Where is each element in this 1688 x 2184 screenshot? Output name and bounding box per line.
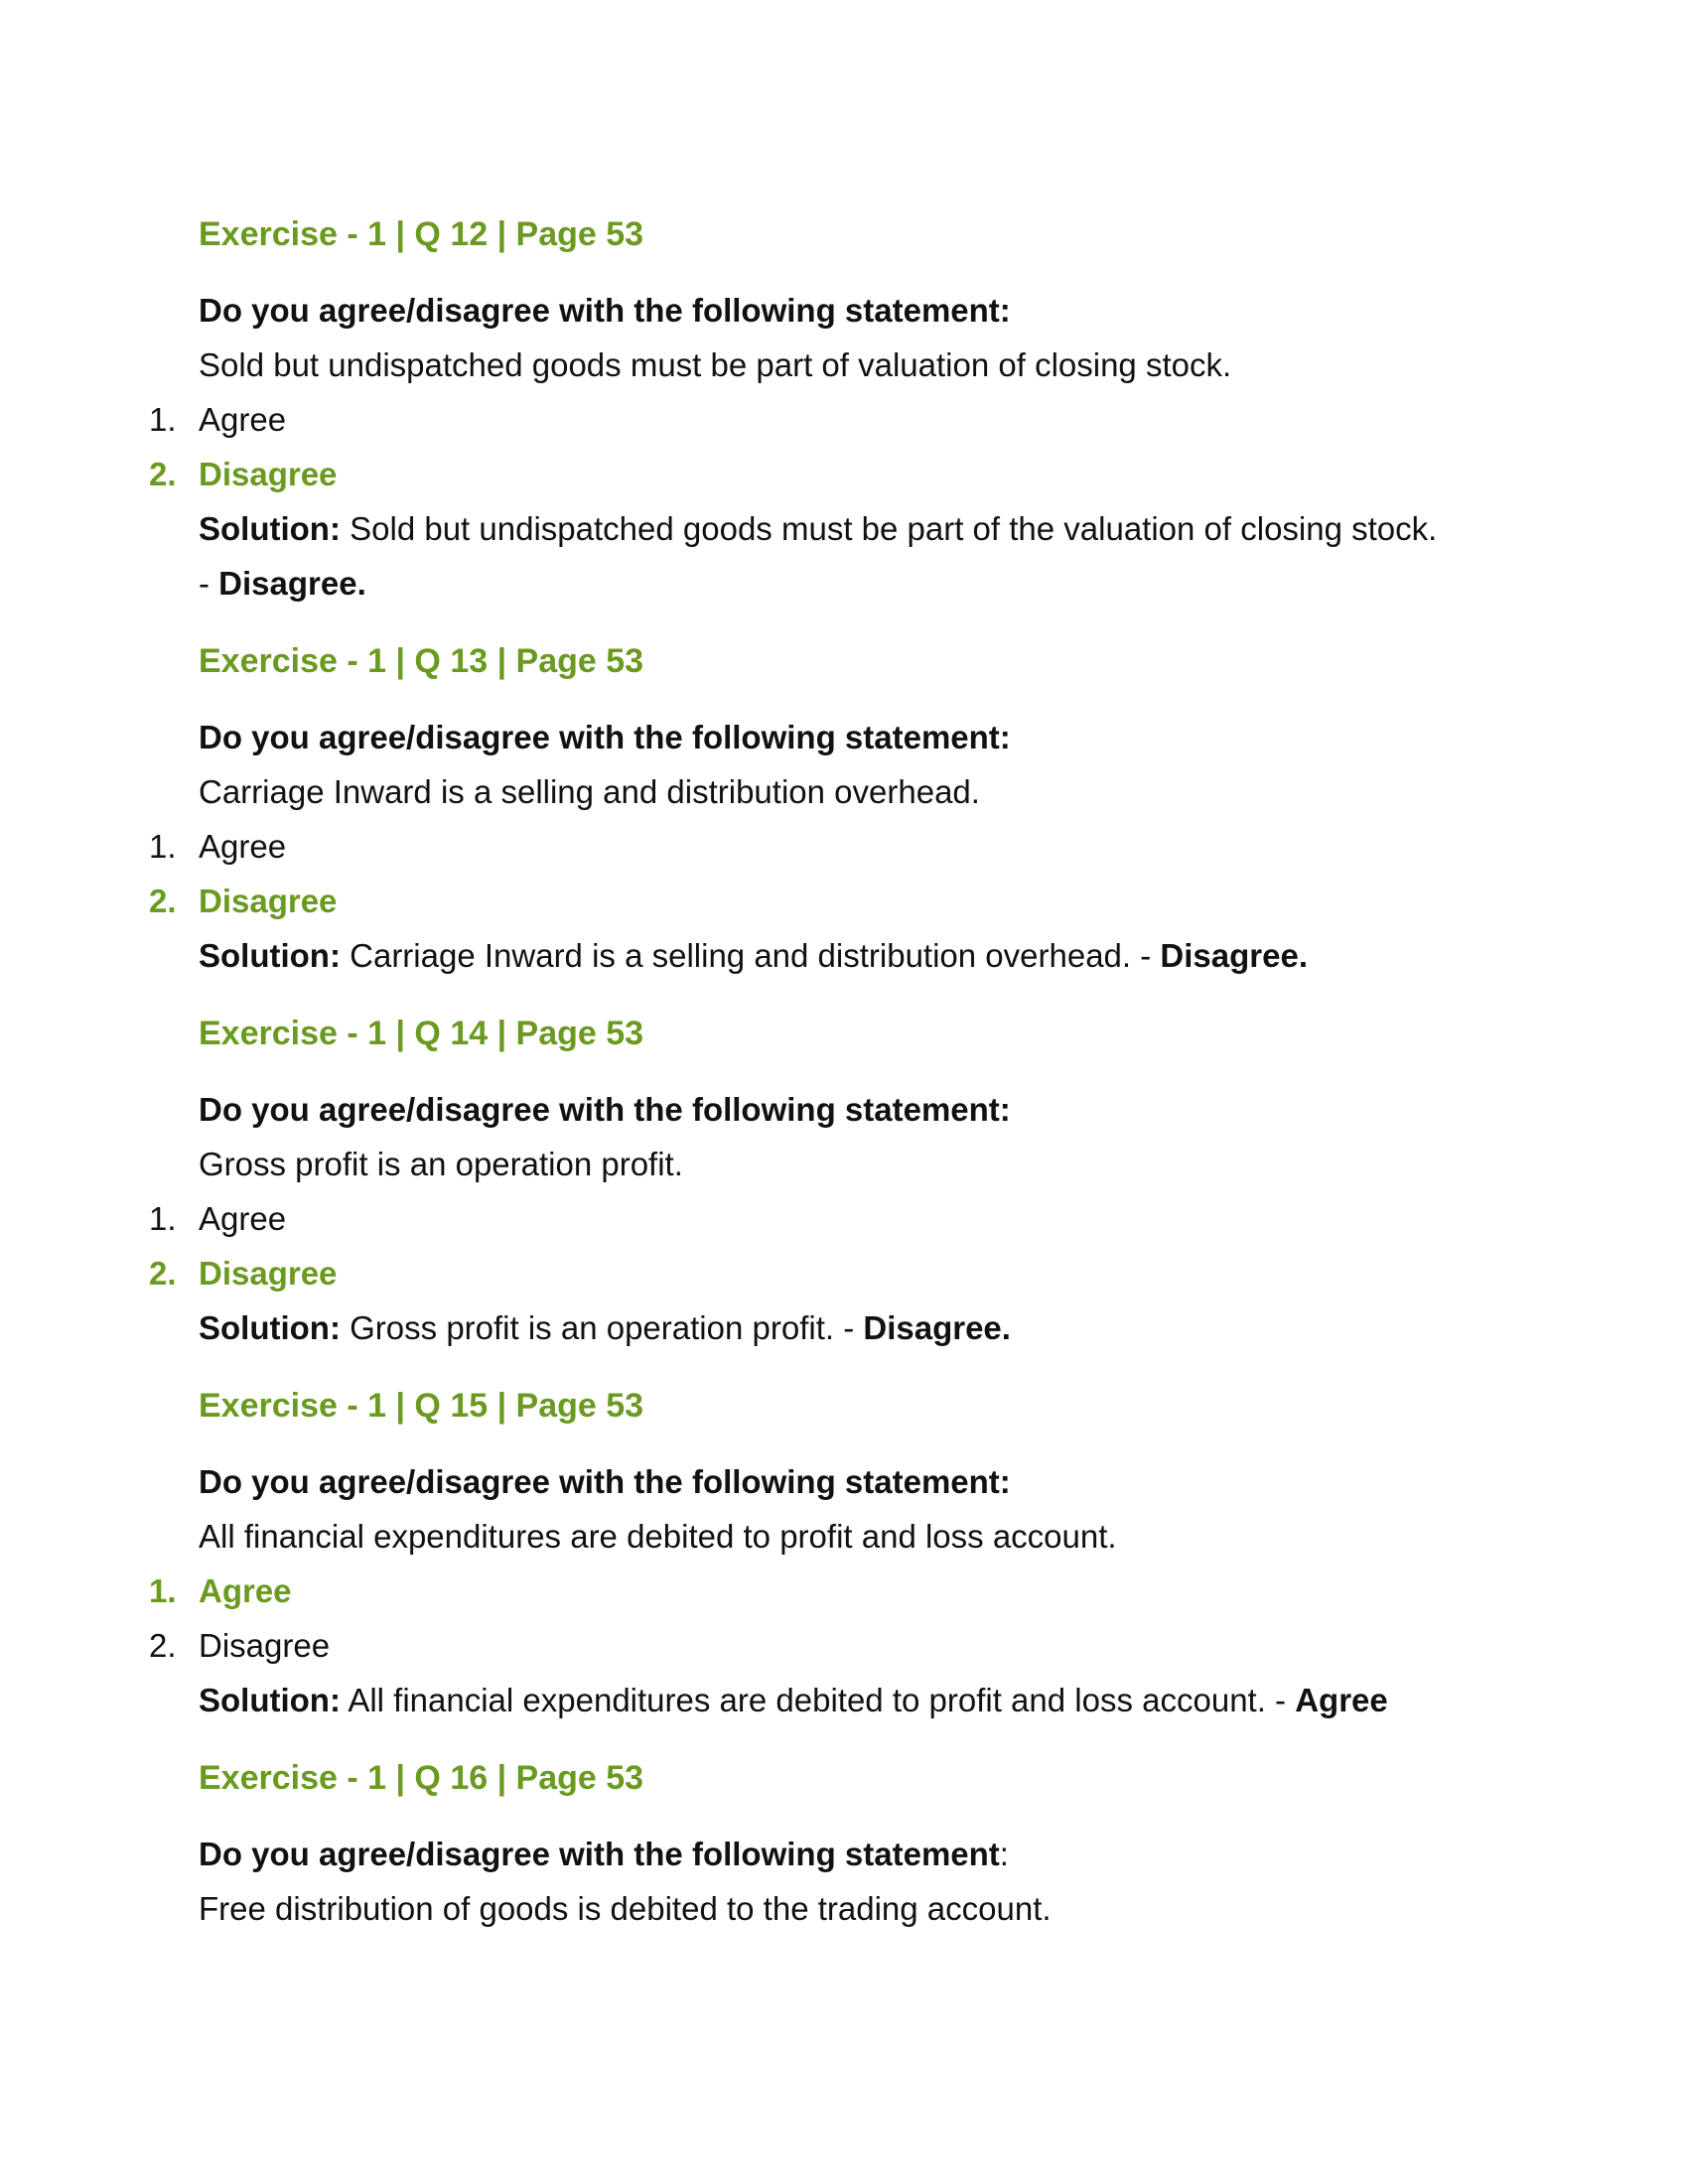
solution-answer: Agree <box>1295 1682 1388 1718</box>
exercise-heading-q14: Exercise - 1 | Q 14 | Page 53 <box>199 1015 644 1052</box>
solution-answer-line-q12 <box>199 564 366 604</box>
solution-q12 <box>199 509 1437 549</box>
option-label: Agree <box>199 828 287 865</box>
question-statement-q12: Sold but undispatched goods must be part of valuation of closing stock. <box>199 346 1232 383</box>
solution-label: Solution: <box>199 1682 341 1718</box>
solution-text: Carriage Inward is a selling and distribution overhead. - <box>340 937 1161 974</box>
question-statement-q13: Carriage Inward is a selling and distribution overhead. <box>199 773 980 810</box>
prompt-text: Do you agree/disagree with the following statement <box>199 1836 1000 1872</box>
question-statement-q15: All financial expenditures are debited to profit and loss account. <box>199 1518 1117 1555</box>
solution-text: Gross profit is an operation profit. - <box>340 1309 864 1346</box>
solution-q13 <box>199 936 1308 976</box>
question-prompt-q12: Do you agree/disagree with the following statement: <box>199 292 1011 329</box>
option-number: 1. <box>149 828 177 865</box>
option-label: Disagree <box>199 883 338 919</box>
exercise-heading-q13: Exercise - 1 | Q 13 | Page 53 <box>199 642 644 680</box>
solution-text: Sold but undispatched goods must be part of the valuation of closing stock. <box>340 510 1438 547</box>
question-prompt-q15: Do you agree/disagree with the following statement: <box>199 1463 1011 1500</box>
solution-dash: - <box>199 565 219 602</box>
solution-answer: Disagree. <box>863 1309 1011 1346</box>
option-label: Disagree <box>199 1255 338 1292</box>
exercise-heading-q16: Exercise - 1 | Q 16 | Page 53 <box>199 1759 644 1797</box>
option-number: 1. <box>149 1572 177 1609</box>
option-label: Disagree <box>199 1627 331 1664</box>
solution-label: Solution: <box>199 937 341 974</box>
solution-label: Solution: <box>199 1309 341 1346</box>
option-number: 2. <box>149 1627 177 1664</box>
option-label: Agree <box>199 1572 292 1609</box>
option-label: Agree <box>199 401 287 438</box>
solution-answer: Disagree. <box>218 565 366 602</box>
option-number: 2. <box>149 883 177 919</box>
solution-q14 <box>199 1308 1011 1348</box>
exercise-heading-q12: Exercise - 1 | Q 12 | Page 53 <box>199 215 644 253</box>
solution-q15 <box>199 1681 1388 1720</box>
option-number: 1. <box>149 401 177 438</box>
exercise-heading-q15: Exercise - 1 | Q 15 | Page 53 <box>199 1387 644 1425</box>
option-number: 2. <box>149 1255 177 1292</box>
option-number: 1. <box>149 1200 177 1237</box>
solution-label: Solution: <box>199 510 341 547</box>
solution-text: All financial expenditures are debited to profit and loss account. - <box>340 1682 1296 1718</box>
question-prompt-q13: Do you agree/disagree with the following statement: <box>199 719 1011 755</box>
question-statement-q14: Gross profit is an operation profit. <box>199 1146 683 1182</box>
question-prompt-q16 <box>199 1835 1009 1874</box>
prompt-colon: : <box>999 1836 1009 1872</box>
option-number: 2. <box>149 456 177 492</box>
question-prompt-q14: Do you agree/disagree with the following statement: <box>199 1091 1011 1128</box>
option-label: Disagree <box>199 456 338 492</box>
solution-answer: Disagree. <box>1160 937 1308 974</box>
question-statement-q16: Free distribution of goods is debited to the trading account. <box>199 1890 1052 1927</box>
option-label: Agree <box>199 1200 287 1237</box>
